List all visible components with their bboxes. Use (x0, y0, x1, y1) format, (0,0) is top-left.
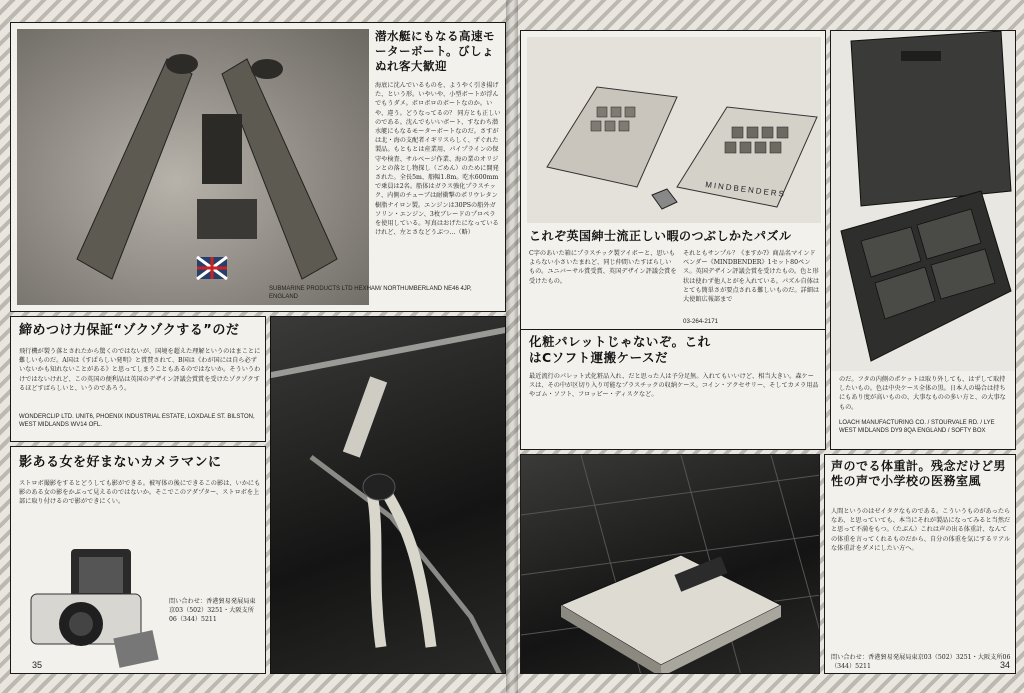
scale-credit: 問い合わせ：香港貿易発展局東京03（502）3251・大阪支所06（344）5211 (831, 654, 1011, 671)
clip-headline: 締めつけ力保証“ゾクゾクする”のだ (19, 323, 240, 338)
submarine-article (10, 22, 506, 312)
clip-body: 飛行機が製う落とされたから驚くのではないが、国境を超えた理解というのはまことに難しいものだ。A国は《すぱらしい発明》と賞賛されて、B国は《わが国には自ら必ずいないかも知れないことがある》と思ってしまうこともあるのではないか。そういうわけではないけれど、この英国の便利品は英国のデザイン評議会賞賞を受けたゾクゾクするほどすばらしいと、いうのであろう。 (19, 348, 261, 392)
puzzle-body: C字のあいた箱にプラスチック製アイボーと、思いもよらない小さいたまれど、同じ仲間いたすばらしいもの。ユニバーサル賞受賞、英国デザイン評議会賞を受けたもの。 (529, 250, 677, 285)
mindbenders-brand-label: MINDBENDERS (704, 180, 787, 199)
scale-illustration (521, 455, 820, 674)
submarine-headline: 潜水艇にもなる高速モーターボート。びしょぬれ客大歓迎 (375, 29, 495, 73)
case-article (520, 330, 826, 450)
puzzle-headline: これぞ英国紳士流正しい暇のつぶしかたパズル (529, 229, 792, 243)
scale-article (824, 454, 1016, 674)
puzzle-phone: 03-264-2171 (683, 318, 719, 325)
left-page (8, 22, 506, 674)
clip-photo-box (270, 316, 506, 674)
clip-article (10, 316, 266, 442)
scale-headline: 声のでる体重計。残念だけど男性の声で小学校の医務室風 (831, 459, 1007, 488)
case-headline: 化粧パレットじゃないぞ。これはCソフト運搬ケースだ (529, 334, 711, 365)
camera-photo (21, 539, 161, 671)
cable-clip-illustration (271, 317, 506, 674)
submarine-body: 海底に沈んでいるものを、ようやく引き揚げた、という形。いやいや、小型ボートが浮んでもうダメ。ボロボロのボートなのか。いや、違う。どうなってるの？ 同方とも正しいのである。沈んでもいいボート、すなわち潜水艇にもなるモーターボートなのだ。さすがは北・海の支配者イギリスらしく、ずぐれた製品。もともとは産業用、パイプラインの保守や検査、サルベージ作業、海の業のオリジンとの落とし物探し（ごめん）のために開発された。全長5m、船幅1.8m。吃水600mmで乗員は2名。船体はガラス強化プラスチック、内側のチューブは耐衝撃のポリウレタン樹脂ナイロン製。エンジンは30PSの船外ガソリン・エンジン、3枚ブレードのプロペラを使用している。写真はおげたになっているけれど、左とさなどうぶつ…（略） (375, 82, 501, 237)
talking-scale-photo (521, 455, 820, 674)
case-photo-box (830, 30, 1016, 450)
case-side-text: のだ。フタの内側のポケットは取り外しても、はずして取持したいもの。色は中央ケース全体の黒。日本人の場合は持ちにもあり度が高いものの、大事なものの多い方と、の大事なもの。 (839, 376, 1006, 411)
case-illustration (831, 31, 1016, 371)
puzzle-article (520, 30, 826, 330)
mindbender-puzzle-photo (527, 37, 821, 223)
submarine-boat-photo (17, 29, 369, 305)
submarine-credit: SUBMARINE PRODUCTS LTD HEXHAM/ NORTHUMBERLAND NE46 4JP, ENGLAND (269, 286, 472, 300)
right-page-number: 34 (999, 660, 1010, 670)
left-page-number: 35 (32, 660, 43, 670)
scale-body: 人間というのはゼイタクなものである。こういうものがあったらなあ、と思っていても、本当にそれが製品になってみると当然だと思って不満をもつ。（たぶん）これは声の出る体重計、なんての体重を言ってくれるものだから、自分の体重を気にするリアルな体重計をダメにしたい方へ。 (831, 508, 1011, 552)
submarine-boat-illustration (17, 29, 369, 305)
camera-credit: 問い合わせ：香港貿易発展局東京03（502）3251・大阪支所06（344）5211 (169, 598, 256, 624)
camera-article (10, 446, 266, 674)
right-page (518, 22, 1018, 674)
camera-headline: 影ある女を好まないカメラマンに (19, 455, 222, 470)
case-body: 最近流行のパレット式化粧品入れ、だと思った人は予分足無。入れてもいいけど、相当大きい。森ケースは、その中が区切り入り可能なプラスチックの収納ケース。コイン・アクセサリー、そしてカメラ用品やゴム・ソフト、フロッピー・ディスクなど。 (529, 373, 819, 399)
camera-body: ストロボ撮影をするとどうしても影ができる。被写体の後にできるこの影は、いかにも影のある女の影をかぶって見えるのではないか。そこでこのアダプター、ストロボを上部に取り付けるので影ができにくい。 (19, 480, 261, 506)
puzzle-side-text: それともサンプル？《ますか?》商品名マインドベンダー《MINDBENDER》1セット80ペンス。英国デザイン評議会賞を受けたもの。色と形状は使わず他人とがを入れている。パズル自体はとても簡単さが要点される難しいものだ。詳細は大使館広報部まで (683, 250, 820, 304)
softy-box-case-photo (831, 31, 1016, 371)
clip-credit: WONDERCLIP LTD. UNIT6, PHOENIX INDUSTRIAL ESTATE, LOXDALE ST. BILSTON, WEST MIDLANDS WV14 OFL. (19, 414, 255, 428)
case-credit: LOACH MANUFACTURING CO. / STOURVALE RD. / LYE WEST MIDLANDS DY9 8QA ENGLAND / SOFTY BOX (839, 420, 995, 434)
scale-photo-box (520, 454, 820, 674)
camera-illustration (21, 539, 161, 671)
book-gutter (506, 0, 518, 693)
cable-clip-photo (271, 317, 506, 674)
